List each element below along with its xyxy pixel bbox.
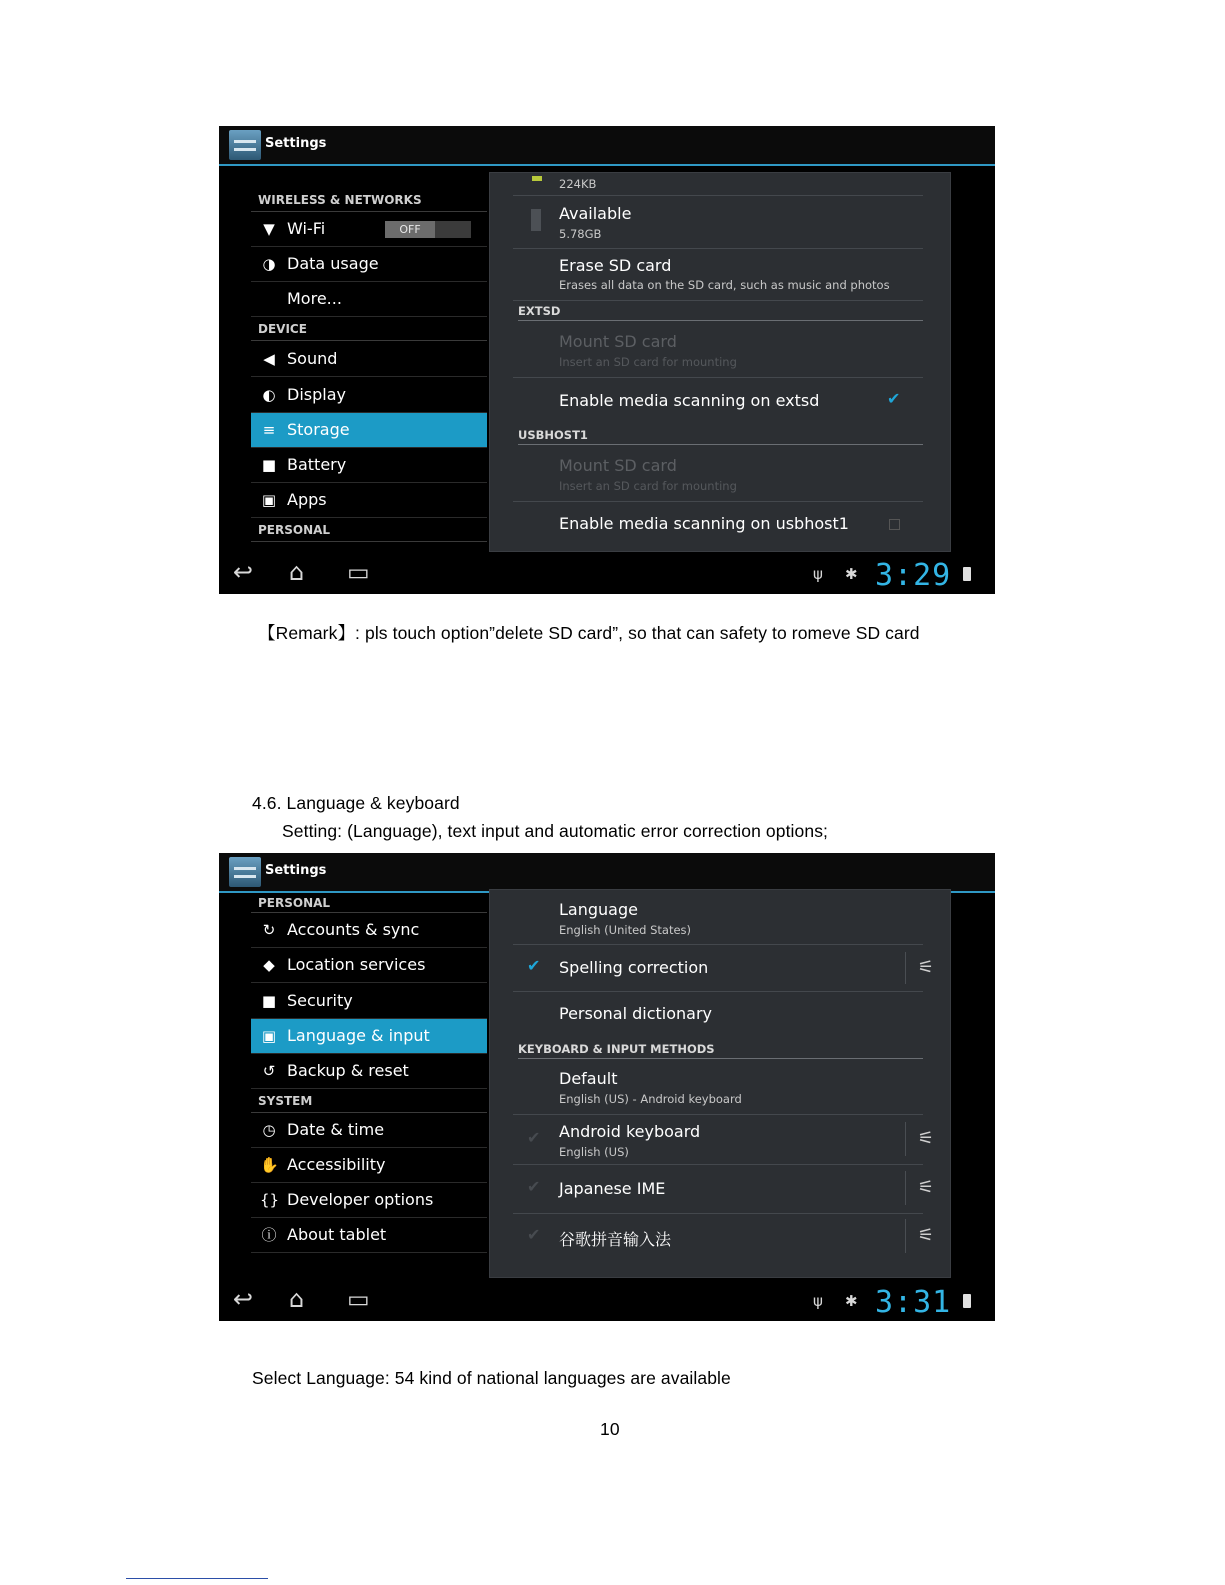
system-nav-bar <box>219 556 995 594</box>
usb-icon: ψ <box>813 1292 823 1310</box>
misc-color-swatch <box>532 176 542 181</box>
available-storage-row: Available 5.78GB <box>513 196 923 249</box>
apps-icon: ▣ <box>261 491 277 509</box>
hand-icon: ✋ <box>260 1156 279 1174</box>
select-language-text: Select Language: 54 kind of national languages are available <box>252 1368 731 1388</box>
status-clock: 3:29 <box>875 558 952 593</box>
language-settings-screenshot <box>219 853 995 1321</box>
japanese-ime-settings-icon[interactable]: ⚟ <box>905 1171 946 1205</box>
sidebar-item-display[interactable]: ◐ Display <box>251 378 487 413</box>
recent-apps-icon[interactable]: ▭ <box>347 1285 370 1313</box>
status-clock: 3:31 <box>875 1285 952 1320</box>
android-debug-icon: ✱ <box>845 565 858 583</box>
battery-status-icon <box>963 1294 971 1308</box>
data-usage-icon: ◑ <box>262 255 276 273</box>
sidebar-item-apps[interactable]: ▣ Apps <box>251 483 487 518</box>
action-bar <box>219 126 995 166</box>
page-number: 10 <box>600 1419 620 1439</box>
sidebar-item-accessibility[interactable]: ✋ Accessibility <box>251 1148 487 1183</box>
android-keyboard-checkbox[interactable]: ✔ <box>527 1128 541 1147</box>
action-bar <box>219 853 995 893</box>
usb-icon: ψ <box>813 565 823 583</box>
sidebar-item-accounts[interactable]: ↻ Accounts & sync <box>251 913 487 948</box>
available-color-swatch <box>531 209 541 231</box>
android-debug-icon: ✱ <box>845 1292 858 1310</box>
japanese-ime-checkbox[interactable]: ✔ <box>527 1177 541 1196</box>
pinyin-ime-checkbox[interactable]: ✔ <box>527 1225 541 1244</box>
pinyin-ime-settings-icon[interactable]: ⚟ <box>905 1219 946 1253</box>
sidebar-item-about[interactable]: ⓘ About tablet <box>251 1218 487 1253</box>
sidebar-item-storage[interactable]: ≡ Storage <box>251 413 487 448</box>
media-scan-usbhost1-row[interactable]: Enable media scanning on usbhost1 <box>513 502 923 550</box>
section-header-personal: PERSONAL <box>251 893 487 913</box>
media-scan-extsd-checkbox[interactable]: ✔ <box>887 389 901 408</box>
sidebar-item-security[interactable]: ■ Security <box>251 984 487 1019</box>
mount-sd-card-usbhost1: Mount SD card Insert an SD card for mounting <box>513 446 923 502</box>
media-scan-usbhost1-checkbox[interactable] <box>889 519 900 530</box>
android-keyboard-row[interactable]: ✔ Android keyboard English (US) ⚟ <box>513 1115 923 1165</box>
personal-dictionary-row[interactable]: Personal dictionary <box>559 1004 712 1023</box>
brightness-icon: ◐ <box>262 386 276 404</box>
footer-link-underline <box>126 1578 268 1579</box>
section-heading: 4.6. Language & keyboard <box>252 793 460 813</box>
sidebar-item-data-usage[interactable]: ◑ Data usage <box>251 247 487 282</box>
storage-icon: ≡ <box>262 421 276 439</box>
sidebar-item-more[interactable]: More... <box>251 282 487 317</box>
back-icon[interactable]: ↩ <box>233 1285 254 1313</box>
android-keyboard-settings-icon[interactable]: ⚟ <box>905 1122 946 1156</box>
media-scan-extsd-row[interactable]: Enable media scanning on extsd ✔ <box>559 389 901 410</box>
storage-settings-screenshot <box>219 126 995 594</box>
language-row[interactable]: Language English (United States) <box>513 890 923 945</box>
mount-sd-card-extsd: Mount SD card Insert an SD card for mounting <box>513 322 923 378</box>
sidebar-item-wifi[interactable]: ▼ Wi-Fi OFF <box>251 212 487 247</box>
erase-sd-card-button[interactable]: Erase SD card Erases all data on the SD card, such as music and photos <box>513 249 923 301</box>
storage-detail-pane <box>489 172 951 552</box>
settings-sidebar <box>251 166 487 549</box>
settings-app-icon[interactable] <box>229 130 261 160</box>
app-title: Settings <box>265 863 327 878</box>
speaker-icon: ◀ <box>263 350 275 368</box>
wifi-icon: ▼ <box>263 220 275 238</box>
sidebar-item-language[interactable]: ▣ Language & input <box>251 1019 487 1054</box>
home-icon[interactable]: ⌂ <box>289 1285 305 1313</box>
section-header-system: SYSTEM <box>251 1089 487 1113</box>
sidebar-item-date-time[interactable]: ◷ Date & time <box>251 1113 487 1148</box>
sidebar-item-sound[interactable]: ◀ Sound <box>251 342 487 377</box>
spelling-correction-checkbox[interactable]: ✔ <box>527 956 541 975</box>
japanese-ime-row[interactable]: ✔ Japanese IME ⚟ <box>513 1165 923 1214</box>
misc-storage-row: 224KB <box>513 173 923 196</box>
section-header-device: DEVICE <box>251 317 487 341</box>
braces-icon: {} <box>260 1191 280 1209</box>
location-icon: ◆ <box>263 956 275 974</box>
spelling-correction-row[interactable]: ✔ Spelling correction ⚟ <box>513 945 923 992</box>
home-icon[interactable]: ⌂ <box>289 558 305 586</box>
sidebar-item-backup[interactable]: ↺ Backup & reset <box>251 1054 487 1089</box>
battery-icon: ■ <box>261 456 277 474</box>
app-title: Settings <box>265 136 327 151</box>
section-header-wireless: WIRELESS & NETWORKS <box>251 188 487 212</box>
sidebar-item-location[interactable]: ◆ Location services <box>251 948 487 983</box>
section-description: Setting: (Language), text input and automatic error correction options; <box>282 821 829 841</box>
backup-icon: ↺ <box>262 1062 276 1080</box>
sidebar-item-developer[interactable]: {} Developer options <box>251 1183 487 1218</box>
spelling-settings-icon[interactable]: ⚟ <box>905 952 946 984</box>
sync-icon: ↻ <box>262 921 276 939</box>
battery-status-icon <box>963 567 971 581</box>
sidebar-item-battery[interactable]: ■ Battery <box>251 448 487 483</box>
category-keyboard-input: KEYBOARD & INPUT METHODS <box>518 1040 923 1059</box>
clock-icon: ◷ <box>262 1121 276 1139</box>
back-icon[interactable]: ↩ <box>233 558 254 586</box>
info-icon: ⓘ <box>261 1226 277 1244</box>
default-keyboard-row[interactable]: Default English (US) - Android keyboard <box>513 1060 923 1115</box>
remark-text: 【Remark】: pls touch option”delete SD card”, so that can safety to romeve SD card <box>258 623 920 643</box>
section-header-personal: PERSONAL <box>251 518 487 542</box>
lock-icon: ■ <box>261 992 277 1010</box>
category-usbhost1: USBHOST1 <box>518 426 923 445</box>
settings-sidebar <box>251 893 487 1276</box>
pinyin-ime-row[interactable]: ✔ 谷歌拼音输入法 ⚟ <box>513 1214 923 1260</box>
system-nav-bar <box>219 1283 995 1321</box>
wifi-toggle[interactable]: OFF <box>385 221 471 238</box>
settings-app-icon[interactable] <box>229 857 261 887</box>
language-icon: ▣ <box>261 1027 277 1045</box>
language-detail-pane <box>489 889 951 1278</box>
recent-apps-icon[interactable]: ▭ <box>347 558 370 586</box>
category-extsd: EXTSD <box>518 302 923 321</box>
